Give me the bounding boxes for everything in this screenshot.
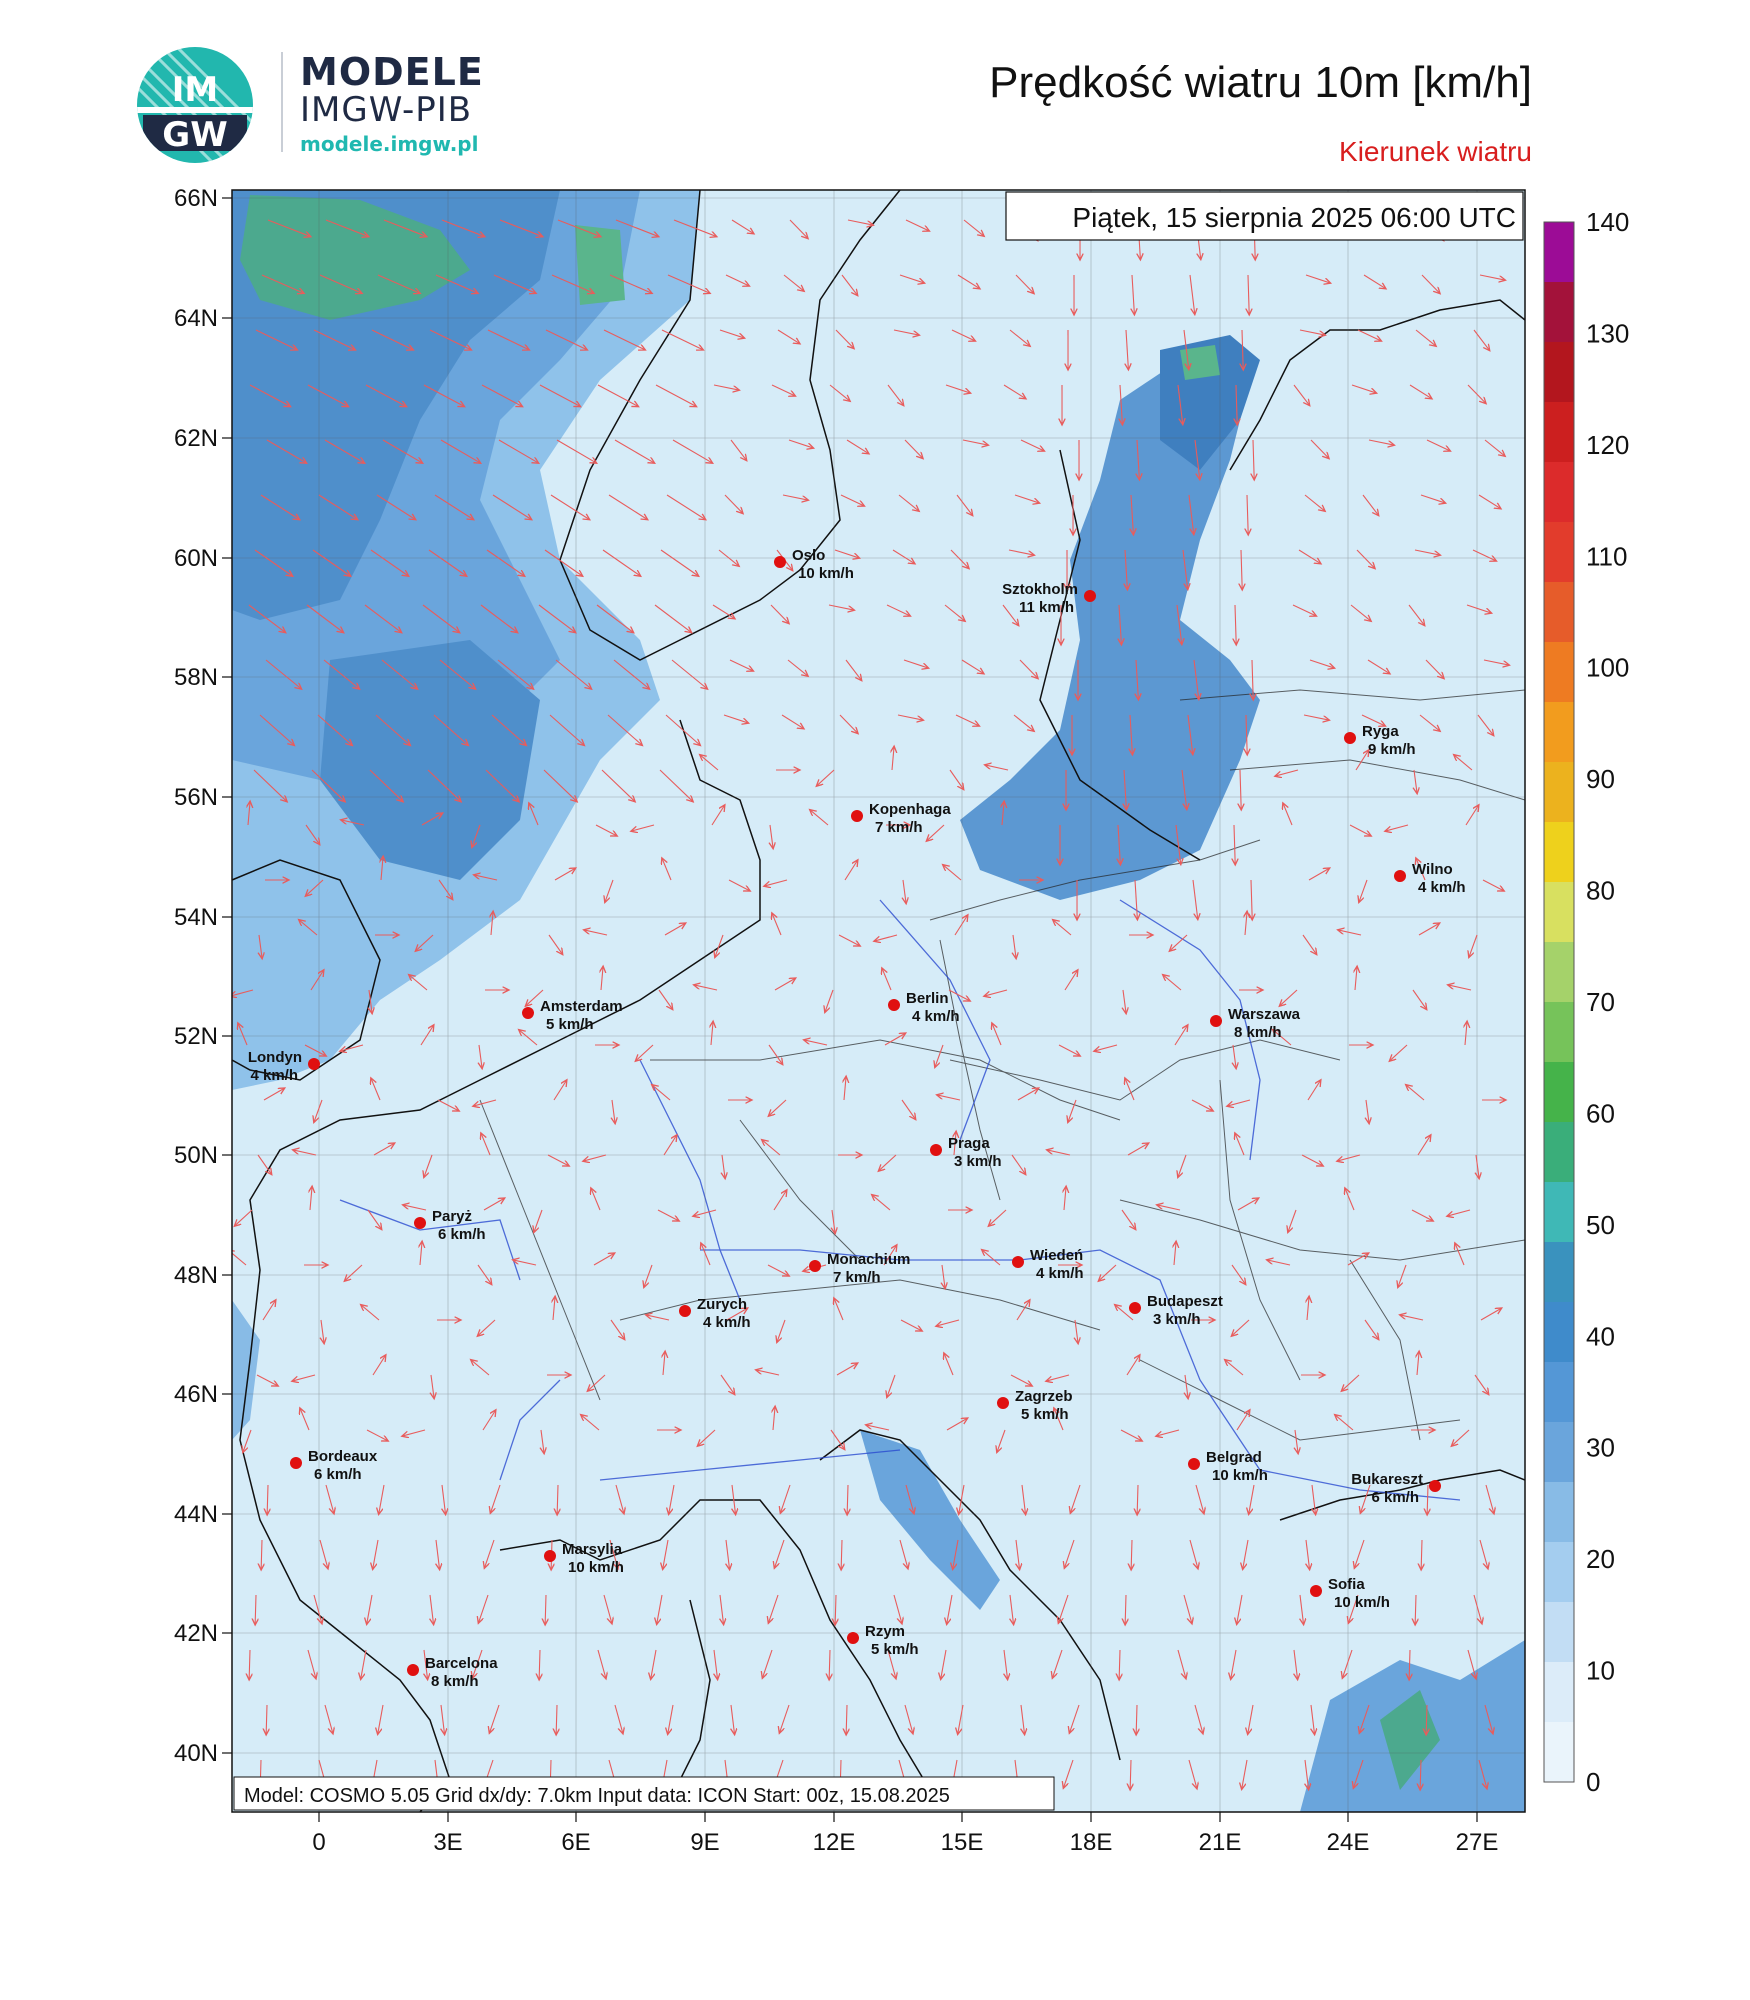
city-speed: 4 km/h [703,1314,751,1331]
city-dot [930,1144,942,1156]
city-name: Kopenhaga [869,801,951,818]
city-dot [1012,1256,1024,1268]
city-dot [997,1397,1009,1409]
logo-text-top: IM [171,70,219,110]
city-speed: 6 km/h [1371,1489,1419,1506]
brand-subtitle: IMGW-PIB [300,90,473,130]
chart-title: Prędkość wiatru 10m [km/h] [989,58,1532,107]
lat-tick-label: 56N [173,784,218,811]
city-name: Zagrzeb [1015,1388,1073,1405]
colorbar-segment [1544,1662,1574,1723]
city-name: Warszawa [1228,1006,1300,1023]
city-speed: 11 km/h [1018,599,1074,616]
lat-tick-label: 50N [173,1142,218,1169]
city-speed: 8 km/h [431,1673,479,1690]
colorbar-label: 20 [1586,1544,1615,1575]
colorbar-segment [1544,582,1574,643]
colorbar-segment [1544,1722,1574,1783]
colorbar-segment [1544,1362,1574,1423]
colorbar-segment [1544,822,1574,883]
city-dot [290,1457,302,1469]
colorbar-segment [1544,882,1574,943]
lon-tick-label: 6E [561,1829,591,1856]
lat-tick-label: 60N [173,545,218,572]
city-dot [1429,1480,1441,1492]
city-name: Monachium [827,1251,911,1268]
colorbar-segment [1544,402,1574,463]
colorbar-label: 10 [1586,1655,1615,1686]
lat-tick-label: 48N [173,1262,218,1289]
city-speed: 6 km/h [438,1226,486,1243]
colorbar-segment [1544,462,1574,523]
city-dot [1188,1458,1200,1470]
city-dot [544,1550,556,1562]
city-speed: 4 km/h [1036,1265,1084,1282]
city-name: Oslo [792,547,826,564]
city-dot [679,1305,691,1317]
city-dot [809,1260,821,1272]
city-name: Wiedeń [1030,1247,1084,1264]
city-name: Belgrad [1206,1449,1262,1466]
colorbar-segment [1544,702,1574,763]
logo-text-bottom: GW [162,115,228,155]
colorbar-label: 50 [1586,1209,1615,1240]
colorbar-segment [1544,1182,1574,1243]
lat-tick-label: 62N [173,425,218,452]
lon-tick-label: 12E [812,1829,856,1856]
colorbar-segment [1544,282,1574,343]
latitude-axis [174,185,232,1767]
lat-tick-label: 44N [173,1501,218,1528]
colorbar [1544,207,1629,1797]
city-speed: 7 km/h [875,819,923,836]
colorbar-segment [1544,642,1574,703]
city-name: Barcelona [425,1655,498,1672]
lat-tick-label: 54N [173,904,218,931]
colorbar-label: 100 [1586,652,1630,683]
city-speed: 10 km/h [1334,1594,1390,1611]
city-speed: 4 km/h [912,1008,960,1025]
colorbar-label: 110 [1586,541,1628,572]
city-name: Wilno [1412,861,1453,878]
colorbar-segment [1544,1002,1574,1063]
city-speed: 3 km/h [954,1153,1002,1170]
city-dot [522,1007,534,1019]
model-info-label: Model: COSMO 5.05 Grid dx/dy: 7.0km Input data: ICON Start: 00z, 15.08.2025 [244,1785,950,1807]
colorbar-segment [1544,1122,1574,1183]
colorbar-segment [1544,222,1574,283]
city-dot [774,556,786,568]
city-name: Praga [948,1135,990,1152]
city-name: Marsylia [562,1541,623,1558]
high-wind-zone-north-2 [575,225,625,305]
city-dot [414,1217,426,1229]
city-speed: 9 km/h [1368,741,1416,758]
city-name: Budapeszt [1147,1293,1223,1310]
lon-tick-label: 24E [1326,1829,1370,1856]
lon-tick-label: 18E [1069,1829,1113,1856]
colorbar-label: 40 [1586,1321,1615,1352]
colorbar-label: 130 [1586,318,1630,349]
date-label: Piątek, 15 sierpnia 2025 06:00 UTC [1072,202,1516,233]
colorbar-segment [1544,1482,1574,1543]
city-speed: 7 km/h [833,1269,881,1286]
lat-tick-label: 52N [173,1023,218,1050]
lat-tick-label: 64N [173,305,218,332]
city-dot [1210,1015,1222,1027]
lon-tick-label: 21E [1198,1829,1242,1856]
city-speed: 5 km/h [546,1016,594,1033]
city-name: Zurych [697,1296,748,1313]
city-dot [1394,870,1406,882]
colorbar-segment [1544,522,1574,583]
colorbar-segment [1544,1062,1574,1123]
lat-tick-label: 58N [173,664,218,691]
lat-tick-label: 66N [173,185,218,212]
city-speed: 4 km/h [250,1067,298,1084]
brand-title: MODELE [300,50,484,94]
city-dot [407,1664,419,1676]
city-dot [1129,1302,1141,1314]
city-dot [308,1058,320,1070]
city-dot [888,999,900,1011]
city-speed: 10 km/h [798,565,854,582]
city-speed: 10 km/h [1212,1467,1268,1484]
city-name: Bukareszt [1351,1471,1423,1488]
city-name: Amsterdam [540,998,623,1015]
colorbar-label: 80 [1586,875,1615,906]
city-name: Ryga [1362,723,1399,740]
longitude-axis [312,1812,1498,1856]
city-speed: 5 km/h [1021,1406,1069,1423]
city-dot [847,1632,859,1644]
colorbar-segment [1544,762,1574,823]
lat-tick-label: 42N [173,1620,218,1647]
city-dot [1084,590,1096,602]
colorbar-segment [1544,342,1574,403]
colorbar-segment [1544,1302,1574,1363]
lon-tick-label: 15E [940,1829,984,1856]
city-name: Bordeaux [308,1448,378,1465]
city-speed: 3 km/h [1153,1311,1201,1328]
colorbar-segment [1544,1422,1574,1483]
city-speed: 5 km/h [871,1641,919,1658]
lon-tick-label: 27E [1455,1829,1499,1856]
chart-subtitle: Kierunek wiatru [1339,136,1532,167]
colorbar-label: 70 [1586,987,1615,1017]
brand-url[interactable]: modele.imgw.pl [300,132,479,156]
colorbar-label: 30 [1586,1432,1615,1463]
city-name: Sofia [1328,1576,1365,1593]
city-name: Londyn [247,1049,302,1066]
city-dot [1344,732,1356,744]
colorbar-label: 0 [1586,1767,1601,1797]
colorbar-label: 60 [1586,1098,1615,1129]
city-speed: 8 km/h [1234,1024,1282,1041]
city-name: Sztokholm [1002,581,1078,598]
city-name: Berlin [906,990,949,1007]
lon-tick-label: 3E [433,1829,463,1856]
colorbar-segment [1544,942,1574,1003]
city-speed: 4 km/h [1418,879,1466,896]
colorbar-label: 120 [1586,429,1630,460]
lat-tick-label: 40N [173,1740,218,1767]
colorbar-label: 90 [1586,764,1615,795]
colorbar-segment [1544,1602,1574,1663]
lon-tick-label: 0 [312,1829,326,1856]
lat-tick-label: 46N [173,1381,218,1408]
colorbar-segment [1544,1542,1574,1603]
city-name: Paryż [432,1208,473,1225]
city-name: Rzym [865,1623,906,1640]
colorbar-segment [1544,1242,1574,1303]
city-speed: 10 km/h [568,1559,624,1576]
city-speed: 6 km/h [314,1466,362,1483]
city-dot [851,810,863,822]
colorbar-label: 140 [1586,207,1630,237]
lon-tick-label: 9E [690,1829,720,1856]
city-dot [1310,1585,1322,1597]
